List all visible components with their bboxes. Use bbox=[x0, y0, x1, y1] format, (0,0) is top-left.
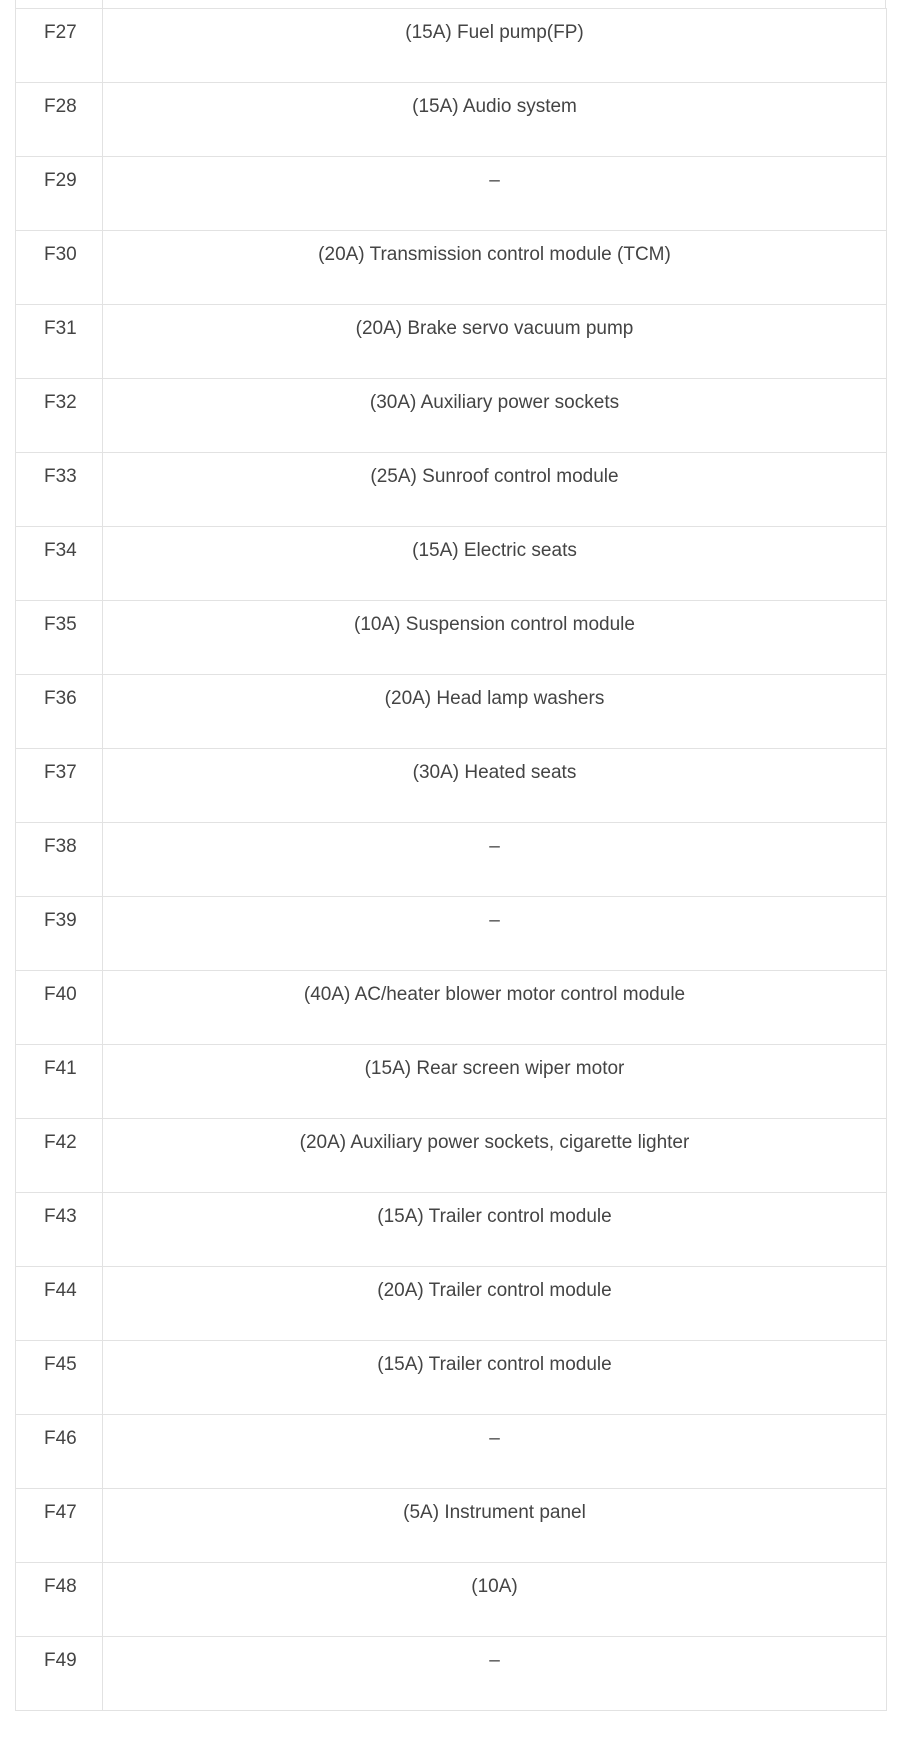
fuse-description-cell: (20A) Auxiliary power sockets, cigarette lighter bbox=[103, 1119, 887, 1193]
fuse-table-container bbox=[15, 8, 886, 1711]
table-row bbox=[16, 601, 887, 675]
fuse-description-cell: (15A) Rear screen wiper motor bbox=[103, 1045, 887, 1119]
table-row bbox=[16, 157, 887, 231]
fuse-number-cell: F46 bbox=[16, 1415, 103, 1489]
fuse-number-cell: F48 bbox=[16, 1563, 103, 1637]
fuse-description-cell: (20A) Brake servo vacuum pump bbox=[103, 305, 887, 379]
fuse-number-cell: F42 bbox=[16, 1119, 103, 1193]
fuse-number-cell: F32 bbox=[16, 379, 103, 453]
fuse-number-cell: F47 bbox=[16, 1489, 103, 1563]
fuse-description-cell: (15A) Audio system bbox=[103, 83, 887, 157]
fuse-description-cell: (15A) Trailer control module bbox=[103, 1193, 887, 1267]
table-row bbox=[16, 9, 887, 83]
fuse-number-cell: F49 bbox=[16, 1637, 103, 1711]
stub-line-middle bbox=[102, 0, 103, 8]
fuse-number-cell: F45 bbox=[16, 1341, 103, 1415]
fuse-description-cell: (30A) Auxiliary power sockets bbox=[103, 379, 887, 453]
table-row bbox=[16, 749, 887, 823]
table-row bbox=[16, 83, 887, 157]
fuse-number-cell: F39 bbox=[16, 897, 103, 971]
fuse-number-cell: F41 bbox=[16, 1045, 103, 1119]
stub-line-left bbox=[15, 0, 16, 8]
fuse-number-cell: F34 bbox=[16, 527, 103, 601]
table-top-continuation bbox=[15, 0, 886, 8]
table-row bbox=[16, 823, 887, 897]
fuse-number-cell: F28 bbox=[16, 83, 103, 157]
table-row bbox=[16, 231, 887, 305]
table-row bbox=[16, 1045, 887, 1119]
table-row bbox=[16, 305, 887, 379]
table-row bbox=[16, 675, 887, 749]
fuse-number-cell: F27 bbox=[16, 9, 103, 83]
fuse-number-cell: F43 bbox=[16, 1193, 103, 1267]
fuse-number-cell: F36 bbox=[16, 675, 103, 749]
fuse-description-cell: (20A) Head lamp washers bbox=[103, 675, 887, 749]
fuse-description-cell: (15A) Electric seats bbox=[103, 527, 887, 601]
table-row bbox=[16, 1637, 887, 1711]
fuse-number-cell: F33 bbox=[16, 453, 103, 527]
table-row bbox=[16, 897, 887, 971]
fuse-table-body bbox=[16, 9, 887, 1711]
fuse-description-cell: – bbox=[103, 1637, 887, 1711]
table-row bbox=[16, 453, 887, 527]
fuse-description-cell: – bbox=[103, 157, 887, 231]
table-row bbox=[16, 527, 887, 601]
fuse-description-cell: – bbox=[103, 897, 887, 971]
fuse-description-cell: (15A) Trailer control module bbox=[103, 1341, 887, 1415]
table-row bbox=[16, 1267, 887, 1341]
table-row bbox=[16, 971, 887, 1045]
fuse-number-cell: F40 bbox=[16, 971, 103, 1045]
fuse-description-cell: – bbox=[103, 1415, 887, 1489]
fuse-description-cell: (5A) Instrument panel bbox=[103, 1489, 887, 1563]
table-row bbox=[16, 1489, 887, 1563]
table-row bbox=[16, 1193, 887, 1267]
fuse-description-cell: (20A) Transmission control module (TCM) bbox=[103, 231, 887, 305]
fuse-number-cell: F30 bbox=[16, 231, 103, 305]
fuse-description-cell: (25A) Sunroof control module bbox=[103, 453, 887, 527]
fuse-number-cell: F31 bbox=[16, 305, 103, 379]
fuse-number-cell: F35 bbox=[16, 601, 103, 675]
fuse-number-cell: F38 bbox=[16, 823, 103, 897]
table-row bbox=[16, 1119, 887, 1193]
table-row bbox=[16, 1341, 887, 1415]
fuse-description-cell: (30A) Heated seats bbox=[103, 749, 887, 823]
fuse-description-cell: (10A) Suspension control module bbox=[103, 601, 887, 675]
fuse-description-cell: (40A) AC/heater blower motor control module bbox=[103, 971, 887, 1045]
table-row bbox=[16, 1415, 887, 1489]
fuse-number-cell: F44 bbox=[16, 1267, 103, 1341]
fuse-number-cell: F37 bbox=[16, 749, 103, 823]
fuse-description-cell: – bbox=[103, 823, 887, 897]
stub-line-right bbox=[885, 0, 886, 8]
fuse-table bbox=[15, 8, 887, 1711]
table-row bbox=[16, 1563, 887, 1637]
fuse-number-cell: F29 bbox=[16, 157, 103, 231]
fuse-description-cell: (20A) Trailer control module bbox=[103, 1267, 887, 1341]
table-row bbox=[16, 379, 887, 453]
fuse-description-cell: (10A) bbox=[103, 1563, 887, 1637]
fuse-description-cell: (15A) Fuel pump(FP) bbox=[103, 9, 887, 83]
